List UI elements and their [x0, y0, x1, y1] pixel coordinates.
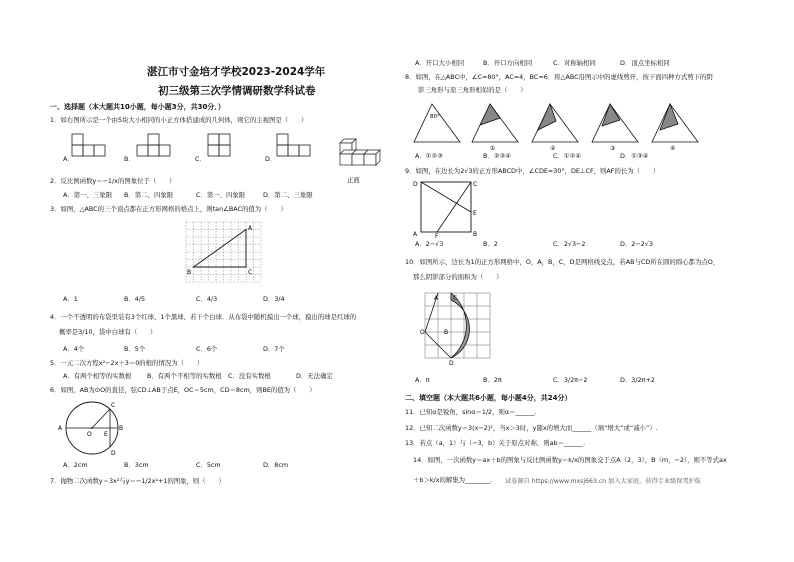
q3-label-c: C: [248, 269, 253, 276]
q6-label-o: O: [87, 431, 92, 438]
q1-option-c: C．: [195, 155, 206, 163]
q8-triangles-figure: [410, 98, 700, 158]
q6-option-c: C．5cm: [196, 461, 221, 469]
q9-label-d: D: [413, 181, 418, 188]
q2-option-a: A．第一、三象限: [63, 191, 113, 199]
q9-label-e: E: [473, 210, 477, 217]
q8-circled-4: ④: [670, 145, 676, 152]
q10-text: 10．如图所示，边长为1的正方形网格中，O，A，B，C，D是网格线交点，若AB与CD所在圆的圆心都为点O，: [405, 258, 720, 266]
q1-solid-figure: [336, 133, 384, 175]
q10-label-b: B: [444, 329, 449, 336]
q11-text: 11．已知α是锐角，sinα＝1/2，则α＝______.: [405, 408, 537, 416]
q3-option-a: A．1: [63, 295, 78, 303]
q8-option-d: D．①③④: [620, 152, 649, 160]
q10-option-c: C．3/2π−2: [553, 376, 588, 384]
q5-option-a: A．有两个相等的实数根: [63, 372, 132, 380]
q12-text: 12．已知二次函数y＝3(x−2)²，当x＞3时，y随x的增大而______（填“增大”或“减小”）.: [405, 424, 658, 432]
q5-text: 5．一元二次方程x²−2x＋3＝0的根的情况为（ ）: [50, 359, 204, 367]
q1-option-b-figure: [137, 134, 177, 164]
q6-label-a: A: [58, 425, 63, 432]
q1-option-d-figure: [277, 134, 317, 164]
q9-option-a: A．2−√3: [415, 240, 444, 248]
q8-circled-1: ①: [490, 145, 496, 152]
q1-option-c-figure: [208, 134, 248, 164]
q9-option-d: D．2−2√3: [620, 240, 653, 248]
q6-option-d: D．8cm: [263, 461, 289, 469]
q14-text: 14．如图，一次函数y＝ax＋b的图象与反比例函数y＝k/x的图象交于点A（2，3），B（m，−2），则不等式ax: [413, 456, 727, 464]
exam-title: 湛江市寸金培才学校2023-2024学年: [147, 66, 326, 78]
q3-option-b: B．4/5: [124, 295, 146, 303]
q4-option-a: A．4个: [63, 345, 85, 353]
q5-option-d: D．无法确定: [296, 372, 333, 380]
q13-text: 13．若点（a，1）与（−3，b）关于原点对称，则ab＝______.: [405, 439, 586, 447]
q9-square-figure: [413, 178, 483, 238]
q8-angle: 80°: [430, 114, 440, 120]
q8-option-b: B．②③④: [483, 152, 511, 160]
q6-label-c: C: [111, 402, 116, 409]
q2-option-b: B．第二、四象限: [124, 191, 174, 199]
q10-option-a: A．π: [415, 376, 430, 384]
q3-label-b: B: [187, 269, 192, 276]
q2-option-c: C．第一、四象限: [196, 191, 246, 199]
q6-label-b: B: [119, 425, 124, 432]
q4-option-c: C．6个: [196, 345, 218, 353]
q2-option-d: D．第二、三象限: [263, 191, 313, 199]
q1-option-a-figure: [72, 134, 120, 164]
q8-option-a: A．①②③: [415, 152, 443, 160]
q9-option-c: C．2√3−2: [553, 240, 586, 248]
q5-option-c: C．没有实数根: [228, 372, 271, 380]
q1-option-d: D．: [265, 155, 277, 163]
q6-circle-figure: [58, 400, 128, 458]
q7-text: 7．抛物二次函数y＝3x²与y＝−1/2x²+1的图象，则（ ）: [50, 477, 225, 485]
q10-label-a: A: [434, 295, 439, 302]
q1-option-a: A．: [63, 155, 74, 163]
section-1-heading: 一、选择题（本大题共10小题，每小题3分，共30分．）: [50, 103, 225, 111]
q9-label-a: A: [413, 231, 418, 238]
q6-option-b: B．3cm: [124, 461, 149, 469]
q9-option-b: B．2: [483, 240, 498, 248]
q6-label-e: E: [104, 431, 108, 438]
q10-label-d: D: [449, 360, 454, 367]
q3-text: 3．如图，△ABC的三个顶点都在正方形网格的格点上，则tan∠BAC的值为（ ）: [50, 205, 287, 213]
q2-text: 2．反比例函数y＝−1/x的图象位于（ ）: [50, 177, 176, 185]
q10-text-2: 那么阴影部分的面积为（ ）: [413, 273, 503, 281]
q10-label-c: C: [453, 295, 458, 302]
q7-option-a: A．开口大小相同: [415, 59, 465, 67]
source-watermark: 试卷源自 https://www.mxsj663.cn 加入大家庭，获得专业级保驾护航: [505, 478, 701, 485]
q4-option-b: B．5个: [124, 345, 146, 353]
q10-option-d: D．3/2π+2: [620, 376, 655, 384]
q14-text-2: ＋b＞k/x的解集为________．: [413, 476, 497, 484]
q1-front-label: 正面: [347, 176, 360, 184]
q7-option-c: C．对称轴相同: [553, 59, 596, 67]
q8-circled-3: ③: [610, 145, 616, 152]
q6-text: 6．如图，AB为⊙O的直径，弦CD⊥AB于点E，OC＝5cm，CD＝8cm，则BE的值为（ ）: [50, 386, 316, 394]
q1-option-b: B．: [124, 155, 135, 163]
q4-text-2: 概率是3/10，袋中白球有（ ）: [59, 328, 157, 336]
q7-option-b: B．开口方向相同: [483, 59, 533, 67]
q1-text: 1．如右图所示是一个由5块大小相同的小正方体搭建成的几何体，则它的主视图是（ ）: [50, 116, 308, 124]
q3-option-d: D．3/4: [263, 295, 285, 303]
q10-label-o: O: [420, 329, 425, 336]
q8-text-2: 影三角形与原三角形相似的是（ ）: [418, 86, 527, 94]
section-2-heading: 二、填空题（本大题共6小题，每小题4分，共24分）: [405, 394, 572, 402]
exam-subtitle: 初三级第三次学情调研数学科试卷: [158, 85, 316, 97]
q10-option-b: B．2π: [483, 376, 502, 384]
q3-grid-figure: [186, 222, 266, 288]
q9-text: 9．如图，在边长为2√3的正方形ABCD中，∠CDE=30°，DE⊥CF，则AF的长为（ ）: [405, 167, 660, 175]
q8-text: 8．如图，在△ABC中，∠C=80°，AC=4，BC=6．将△ABC沿图示中的虚线剪开，按下面四种方式剪下的阴: [405, 73, 713, 81]
q9-label-c: C: [473, 181, 478, 188]
q9-label-f: F: [435, 233, 439, 240]
q4-text: 4．一个不透明的布袋里装有3个红球、1个黑球、若干个白球．从布袋中随机摸出一个球，摸出的球是红球的: [50, 313, 357, 321]
q10-grid-figure: [420, 290, 495, 366]
q6-label-d: D: [111, 450, 116, 457]
q8-option-c: C．①②④: [553, 152, 582, 160]
q9-label-b: B: [473, 231, 478, 238]
q7-option-d: D．顶点坐标相同: [620, 59, 670, 67]
q3-label-a: A: [248, 225, 253, 232]
q6-option-a: A．2cm: [63, 461, 88, 469]
q5-option-b: B．有两个不相等的实数根: [147, 372, 222, 380]
q3-option-c: C．4/3: [196, 295, 218, 303]
q8-circled-2: ②: [550, 145, 556, 152]
q4-option-d: D．7个: [263, 345, 285, 353]
